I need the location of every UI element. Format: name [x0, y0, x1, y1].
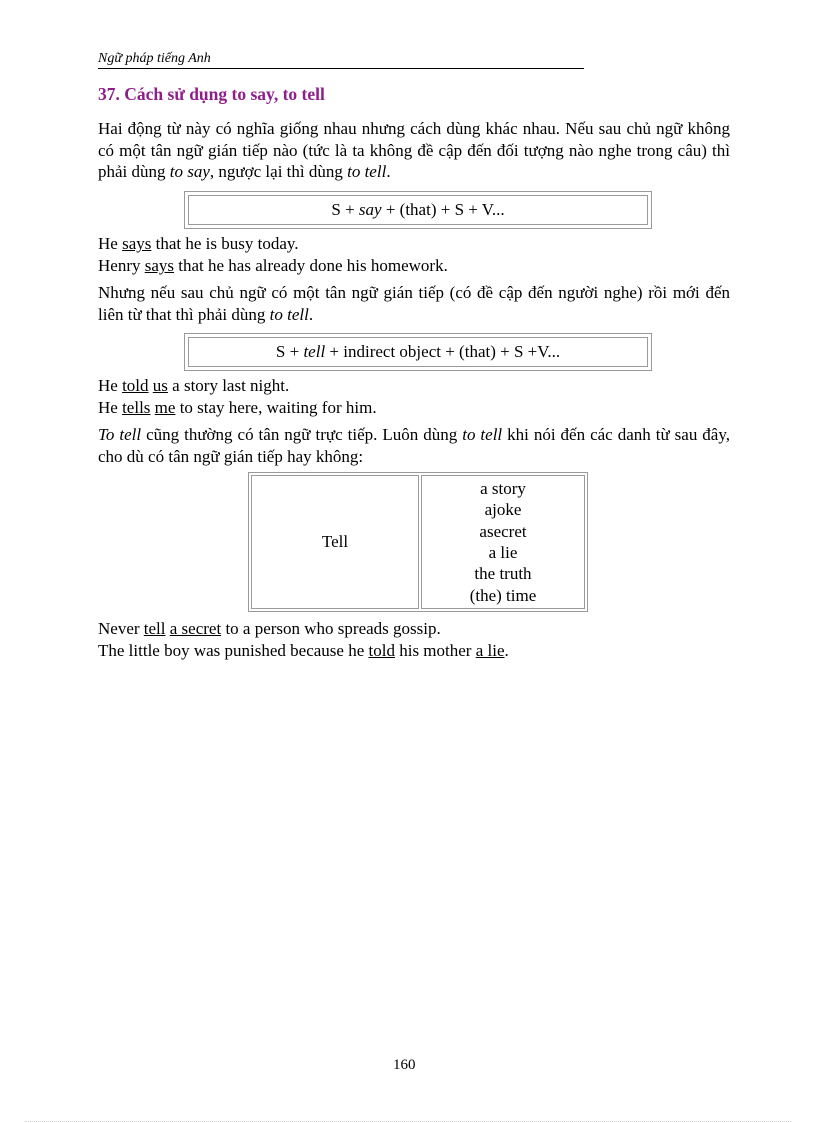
- example-tell-2: He tells me to stay here, waiting for him.: [98, 398, 377, 417]
- example-secret: Never tell a secret to a person who spreads gossip.: [98, 619, 441, 638]
- list-item: asecret: [479, 521, 527, 541]
- table-verb-cell: Tell: [251, 475, 419, 609]
- example-tell-1: He told us a story last night.: [98, 376, 290, 395]
- example-say-2: Henry says that he has already done his homework.: [98, 256, 448, 275]
- list-item: the truth: [474, 564, 532, 584]
- tell-nouns-table: [248, 472, 588, 612]
- page-number: 160: [393, 1057, 416, 1073]
- table-nouns-cell: [421, 475, 585, 609]
- formula-say: S + say + (that) + S + V...: [184, 191, 652, 229]
- formula-tell: S + tell + indirect object + (that) + S +V...: [184, 333, 652, 371]
- running-header: Ngữ pháp tiếng Anh: [98, 50, 584, 69]
- example-say-1: He says that he is busy today.: [98, 234, 299, 253]
- page-bottom-rule: [25, 1121, 791, 1122]
- list-item: a lie: [488, 543, 518, 562]
- list-item: ajoke: [484, 500, 522, 520]
- direct-object-paragraph: To tell cũng thường có tân ngữ trực tiếp. Luôn dùng to tell khi nói đến các danh từ sau đây, cho dù có tân ngữ gián tiếp hay không:: [98, 425, 730, 466]
- list-item: (the) time: [469, 585, 537, 605]
- tell-paragraph: Nhưng nếu sau chủ ngữ có một tân ngữ gián tiếp (có đề cập đến người nghe) rồi mới đến liên từ that thì phải dùng to tell.: [98, 283, 730, 324]
- example-lie: The little boy was punished because he told his mother a lie.: [98, 641, 509, 660]
- list-item: a story: [480, 479, 526, 499]
- intro-paragraph: Hai động từ này có nghĩa giống nhau nhưng cách dùng khác nhau. Nếu sau chủ ngữ không có một tân ngữ gián tiếp nào (tức là ta không đề cập đến đối tượng nào nghe trong câu) thì phải dùng to say, ngược lại thì dùng to tell.: [98, 119, 730, 181]
- section-title: 37. Cách sử dụng to say, to tell: [98, 84, 325, 104]
